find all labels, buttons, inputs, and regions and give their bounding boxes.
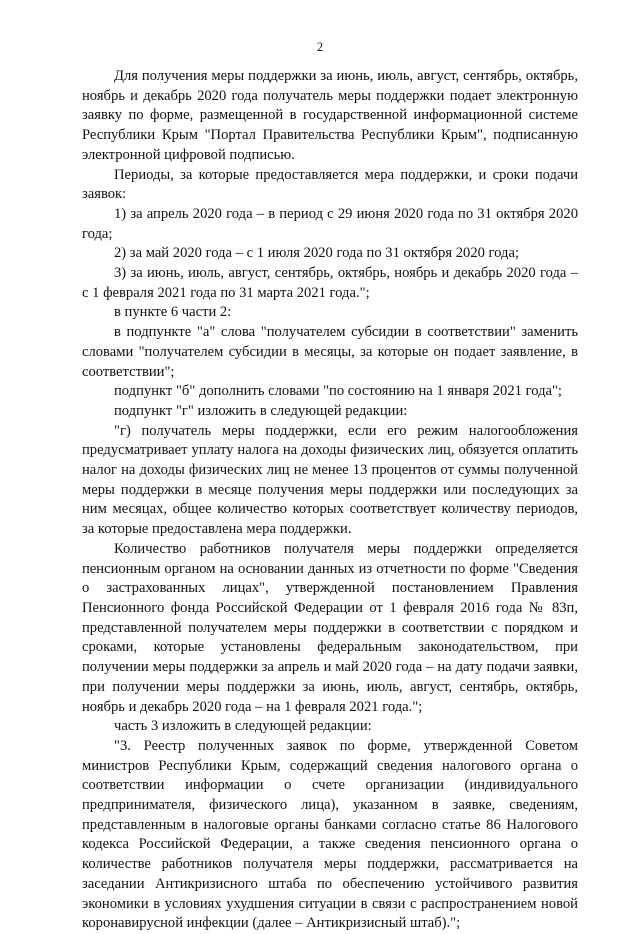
paragraph-subpoint-g-text: "г) получатель меры поддержки, если его режим налогообложения предусматривает уплату налога на доходы физических лиц, обязуется оплатить налог на доходы физических лиц не менее 13 процентов от суммы полученной меры поддержки в месяце получения меры поддержки или последующих за ним месяцах, общее количество которых соответствует количеству периодов, за которые предоставлена мера поддержки. (82, 422, 578, 538)
paragraph-periods-intro: Периоды, за которые предоставляется мера поддержки, и сроки подачи заявок: (82, 166, 578, 203)
paragraph-subpoint-g-intro: подпункт "г" изложить в следующей редакции: (114, 402, 408, 419)
paragraph-subpoint-a: в подпункте "а" слова "получателем субсидии в соответствии" заменить словами "получателем субсидии в месяцы, за которые он подает заявление, в соответствии"; (82, 324, 578, 380)
paragraph-period-april: 1) за апрель 2020 года – в период с 29 июня 2020 года по 31 октября 2020 года; (82, 205, 578, 242)
paragraph-application-procedure: Для получения меры поддержки за июнь, июль, август, сентябрь, октябрь, ноябрь и декабрь 2020 года получатель меры поддержки подает электронную заявку по форме, размещенной в государственной информационной системе Республики Крым "Портал Правительства Республики Крым", подписанную электронной цифровой подписью. (82, 68, 578, 163)
paragraph-period-june-december: 3) за июнь, июль, август, сентябрь, октябрь, ноябрь и декабрь 2020 года – с 1 февраля 2021 года по 31 марта 2021 года."; (82, 265, 578, 301)
paragraph-point-6-part-2: в пункте 6 части 2: (114, 304, 232, 321)
paragraph-part-3-text: "3. Реестр полученных заявок по форме, утвержденной Советом министров Республики Крым, содержащий сведения налогового органа о соответствии информации о счете организации (индивидуального предпринимателя, физического лица), указанном в заявке, сведениям, представленным в налоговые органы банками согласно статье 86 Налогового кодекса Российской Федерации, а также сведения пенсионного органа о количестве работников получателя меры поддержки, рассматривается на заседании Антикризисного штаба по обеспечению устойчивого развития экономики в условиях ухудшения ситуации в связи с распространением новой коронавирусной инфекции (далее – Антикризисный штаб)."; (82, 737, 578, 932)
paragraph-employee-count: Количество работников получателя меры поддержки определяется пенсионным органом на основании данных из отчетности по форме "Сведения о застрахованных лицах", утвержденной постановлением Правления Пенсионного фонда Российской Федерации от 1 февраля 2016 года № 83п, представленной получателем меры поддержки в соответствии с порядком и сроками, которые установлены федеральным законодательством, при получении меры поддержки за апрель и май 2020 года – на дату подачи заявки, при получении меры поддержки за июнь, июль, август, сентябрь, октябрь, ноябрь и декабрь 2020 года – на 1 февраля 2021 года."; (82, 540, 578, 715)
paragraph-subpoint-b: подпункт "б" дополнить словами "по состоянию на 1 января 2021 года"; (114, 383, 562, 400)
paragraph-part-3-intro: часть 3 изложить в следующей редакции: (114, 718, 372, 735)
paragraph-period-may: 2) за май 2020 года – с 1 июля 2020 года по 31 октября 2020 года; (114, 245, 520, 262)
document-body (82, 67, 578, 934)
page-number: 2 (316, 40, 324, 54)
